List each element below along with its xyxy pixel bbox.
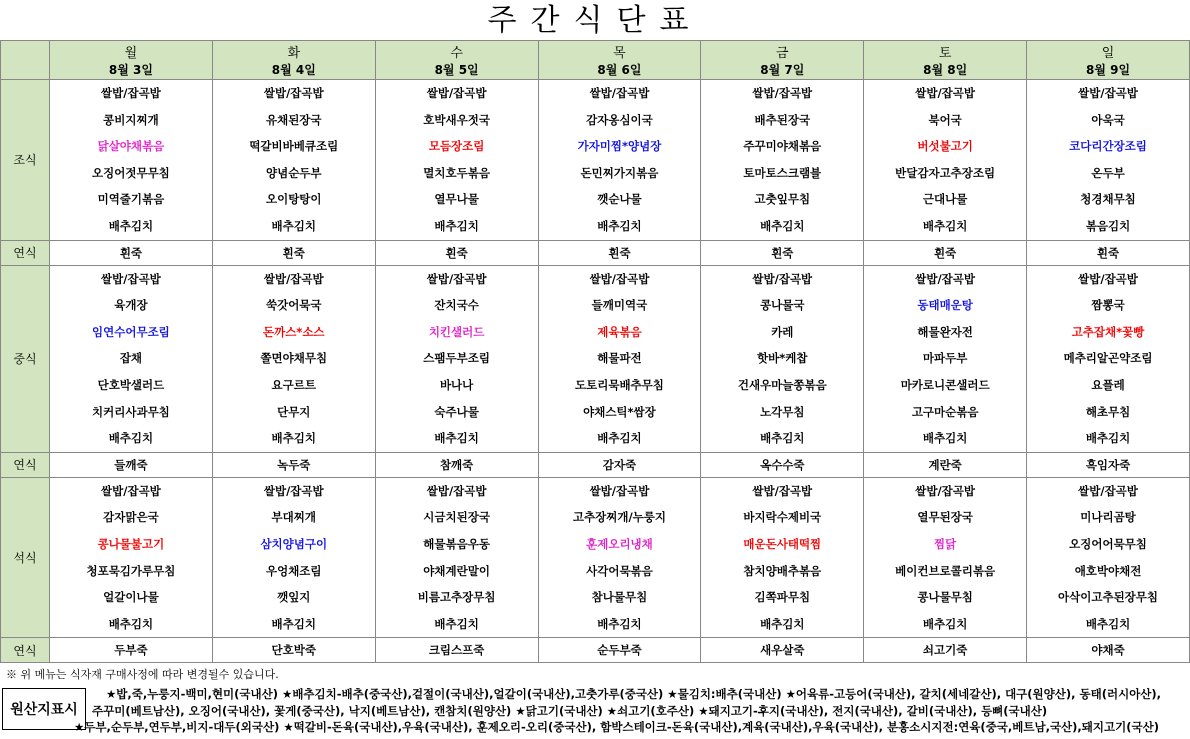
menu-item: 쌀밥/잡곡밥: [1078, 483, 1138, 498]
menu-item: 감자맑은국: [103, 510, 159, 525]
menu-item: 청경채무침: [1080, 192, 1136, 207]
menu-item: 흰죽: [934, 245, 957, 260]
menu-cell: [864, 80, 1027, 241]
menu-item: 찜닭: [934, 536, 957, 551]
menu-item: 돈까스*소스: [262, 324, 325, 339]
menu-item: 멸치호두볶음: [423, 165, 490, 180]
menu-item: 배추김치: [760, 616, 805, 631]
menu-item: 배추김치: [271, 431, 316, 446]
menu-item: 참나물무침: [591, 590, 648, 605]
menu-cell: [375, 265, 538, 452]
snack-row: [1, 240, 1190, 265]
menu-item: 쌀밥/잡곡밥: [263, 86, 324, 100]
menu-item: 크림스프죽: [428, 643, 485, 658]
menu-item: 깻순나물: [597, 192, 642, 207]
menu-item: 훈제오리냉채: [586, 536, 653, 551]
menu-item: 들깨죽: [114, 457, 148, 472]
menu-item: 해초무침: [1085, 404, 1131, 419]
menu-item: 흑임자죽: [1085, 457, 1131, 472]
menu-cell: [50, 240, 213, 265]
menu-item: 매운돈사태떡찜: [743, 536, 822, 551]
menu-cell: [375, 638, 538, 663]
menu-item: 쌀밥/잡곡밥: [589, 271, 650, 286]
menu-item: 육개장: [114, 298, 148, 313]
menu-item: 오이탕탕이: [265, 192, 322, 207]
menu-item: 양념순두부: [265, 165, 322, 180]
menu-item: 쌀밥/잡곡밥: [101, 483, 161, 498]
menu-item: 건새우마늘쫑볶음: [737, 377, 827, 392]
menu-item: 콩비지찌개: [103, 112, 159, 127]
meal-row: [1, 265, 1190, 452]
menu-item: 콩나물무침: [917, 590, 973, 605]
menu-cell: [1027, 638, 1190, 663]
menu-cell: [212, 452, 375, 477]
menu-item: 배추김치: [1085, 431, 1131, 446]
menu-item: 쌀밥/잡곡밥: [915, 86, 976, 100]
menu-item: 애호박야채전: [1074, 563, 1142, 578]
menu-item: 새우살죽: [760, 643, 805, 658]
menu-item: 배추김치: [760, 431, 805, 446]
menu-item: 녹두죽: [277, 457, 311, 472]
menu-item: 카레: [771, 324, 794, 339]
snack-row: [1, 452, 1190, 477]
menu-item: 쌀밥/잡곡밥: [101, 271, 161, 286]
menu-cell: [538, 265, 701, 452]
day-header: 일 8월 9일: [1027, 41, 1190, 80]
menu-item: 배추김치: [597, 218, 642, 233]
menu-cell: [701, 80, 864, 241]
menu-item: 사각어묵볶음: [586, 563, 653, 578]
day-header: 금 8월 7일: [701, 41, 864, 80]
menu-item: 볶음김치: [1085, 218, 1131, 233]
menu-item: 떡갈비바베큐조림: [249, 139, 339, 154]
meal-label: 석식: [1, 477, 50, 638]
menu-item: 고추잡채*꽃빵: [1071, 324, 1145, 339]
menu-cell: [538, 477, 701, 638]
menu-cell: [50, 452, 213, 477]
menu-item: 고춧잎무침: [754, 192, 811, 207]
meal-label: 연식: [1, 452, 50, 477]
menu-item: 동태매운탕: [917, 298, 973, 313]
menu-item: 쌀밥/잡곡밥: [101, 86, 161, 100]
menu-item: 두부죽: [114, 643, 148, 658]
menu-item: 배추김치: [434, 218, 479, 233]
menu-item: 스팸두부조림: [423, 351, 490, 366]
menu-item: 버섯불고기: [917, 139, 973, 154]
menu-item: 도토리묵배추무침: [575, 377, 664, 392]
menu-item: 오징어어묵무침: [1069, 536, 1147, 551]
menu-item: 배추김치: [597, 431, 642, 446]
menu-item: 쌀밥/잡곡밥: [752, 86, 813, 100]
menu-item: 배추김치: [597, 616, 642, 631]
menu-item: 오징어젓무무침: [92, 165, 170, 180]
menu-item: 치커리사과무침: [92, 404, 170, 419]
menu-item: 해물볶음우동: [423, 536, 490, 551]
menu-item: 부대찌개: [271, 510, 316, 525]
menu-item: 배추김치: [271, 218, 316, 233]
menu-item: 열무된장국: [917, 510, 973, 525]
menu-cell: [1027, 452, 1190, 477]
menu-cell: [864, 265, 1027, 452]
menu-item: 야채스틱*쌈장: [583, 404, 656, 419]
menu-cell: [50, 638, 213, 663]
menu-item: 얼갈이나물: [103, 590, 159, 605]
menu-item: 요플레: [1091, 377, 1125, 392]
menu-item: 해물파전: [597, 351, 642, 366]
menu-cell: [1027, 240, 1190, 265]
day-header: 화 8월 4일: [212, 41, 375, 80]
menu-item: 모듬장조림: [428, 139, 485, 154]
menu-item: 임연수어무조림: [92, 324, 170, 339]
menu-cell: [538, 240, 701, 265]
weekly-menu-table: [0, 40, 1190, 663]
menu-item: 아욱국: [1091, 112, 1125, 127]
menu-item: 쌀밥/잡곡밥: [589, 483, 650, 498]
origin-label: 원산지표시: [2, 688, 86, 730]
origin-line: ★두부,순두부,연두부,비지-대두(외국산) ★떡갈비-돈육(국내산),우육(국내산), 훈제오리-오리(중국산), 함박스테이크-돈육(국내산),계육(국내산),우육(국내산), 분홍소시지전:연육(중국,베트남,국산),돼지고기(국산): [74, 720, 1159, 734]
menu-item: 요구르트: [271, 377, 316, 392]
menu-item: 주꾸미야채볶음: [743, 139, 822, 154]
menu-item: 온두부: [1091, 165, 1125, 180]
menu-item: 열무나물: [434, 192, 479, 207]
menu-item: 쌀밥/잡곡밥: [1078, 86, 1138, 100]
menu-cell: [212, 240, 375, 265]
menu-cell: [864, 638, 1027, 663]
meal-row: [1, 477, 1190, 638]
menu-item: 근대나물: [922, 192, 968, 207]
menu-cell: [50, 477, 213, 638]
origin-line: ★밥,죽,누룽지-백미,현미(국내산) ★배추김치-배추(중국산),겉절이(국내산),얼갈이(국내산),고춧가루(중국산) ★물김치:배추(국내산) ★어육류-고등어(국내산), 갈치(세네갈산), 대구(원양산), 동태(러시아산),: [106, 687, 1162, 701]
menu-item: 계란죽: [928, 457, 962, 472]
menu-item: 단무지: [277, 404, 311, 419]
menu-item: 쌀밥/잡곡밥: [263, 271, 324, 286]
menu-item: 호박새우젓국: [423, 112, 490, 127]
menu-item: 시금치된장국: [423, 510, 490, 525]
menu-item: 가자미찜*양념장: [577, 139, 662, 154]
menu-cell: [864, 240, 1027, 265]
menu-item: 참치양배추볶음: [743, 563, 822, 578]
menu-cell: [1027, 265, 1190, 452]
menu-item: 배추김치: [760, 218, 805, 233]
menu-item: 단호박죽: [271, 643, 316, 658]
menu-item: 코다리간장조림: [1069, 139, 1147, 154]
menu-item: 미나리곰탕: [1080, 510, 1136, 525]
menu-item: 반달감자고추장조림: [895, 165, 996, 180]
menu-item: 흰죽: [608, 245, 631, 260]
menu-item: 감자죽: [602, 457, 637, 472]
menu-item: 흰죽: [119, 245, 143, 260]
menu-item: 고구마순볶음: [911, 404, 979, 419]
meal-row: [1, 80, 1190, 241]
menu-item: 제육볶음: [597, 324, 642, 339]
menu-item: 옥수수죽: [760, 457, 805, 472]
menu-item: 배추된장국: [754, 112, 811, 127]
day-header: 목 8월 6일: [538, 41, 701, 80]
menu-item: 닭살야채볶음: [97, 139, 165, 154]
menu-cell: [375, 80, 538, 241]
menu-cell: [701, 452, 864, 477]
menu-item: 바나나: [439, 377, 474, 392]
menu-item: 바지락수제비국: [743, 510, 822, 525]
menu-item: 잡채: [119, 351, 143, 366]
day-header: 수 8월 5일: [375, 41, 538, 80]
menu-cell: [701, 240, 864, 265]
day-header: 토 8월 8일: [864, 41, 1027, 80]
menu-item: 콩나물국: [760, 298, 805, 313]
menu-item: 삼치양념구이: [260, 536, 328, 551]
menu-item: 마파두부: [922, 351, 968, 366]
menu-item: 미역줄기볶음: [97, 192, 165, 207]
change-notice: ※ 위 메뉴는 식자재 구매사정에 따라 변경될수 있습니다.: [6, 668, 279, 681]
menu-cell: [375, 452, 538, 477]
meal-label: 조식: [1, 80, 50, 241]
menu-item: 배추김치: [434, 616, 479, 631]
menu-item: 참깨죽: [439, 457, 474, 472]
menu-item: 쌀밥/잡곡밥: [426, 271, 487, 286]
menu-cell: [701, 477, 864, 638]
menu-item: 쌀밥/잡곡밥: [752, 271, 813, 286]
menu-item: 마카로니콘샐러드: [900, 377, 990, 392]
menu-item: 핫바*케찹: [757, 351, 808, 366]
snack-row: [1, 638, 1190, 663]
menu-item: 배추김치: [922, 431, 968, 446]
menu-item: 유채된장국: [265, 112, 322, 127]
menu-item: 배추김치: [1085, 616, 1131, 631]
menu-item: 감자옹심이국: [586, 112, 653, 127]
menu-item: 단호박샐러드: [97, 377, 165, 392]
menu-item: 야채계란말이: [423, 563, 490, 578]
menu-cell: [50, 265, 213, 452]
meal-label: 연식: [1, 240, 50, 265]
menu-cell: [212, 477, 375, 638]
menu-item: 순두부죽: [597, 643, 642, 658]
menu-cell: [701, 265, 864, 452]
menu-item: 흰죽: [445, 245, 468, 260]
menu-cell: [212, 265, 375, 452]
day-header-row: [1, 41, 1190, 80]
menu-item: 배추김치: [108, 616, 154, 631]
menu-item: 들깨미역국: [591, 298, 648, 313]
menu-item: 쑥갓어묵국: [265, 298, 322, 313]
menu-item: 돈민찌가지볶음: [580, 165, 659, 180]
menu-item: 쫄면야채무침: [260, 351, 328, 366]
menu-item: 야채죽: [1091, 643, 1125, 658]
menu-item: 짬뽕국: [1091, 298, 1125, 313]
menu-item: 배추김치: [108, 431, 154, 446]
menu-item: 노각무침: [760, 404, 805, 419]
menu-item: 쌀밥/잡곡밥: [915, 271, 976, 286]
menu-cell: [538, 638, 701, 663]
day-header: 월 8월 3일: [50, 41, 213, 80]
menu-item: 쌀밥/잡곡밥: [426, 86, 487, 100]
page-title: 주간식단표: [487, 3, 703, 38]
menu-cell: [1027, 80, 1190, 241]
menu-cell: [864, 477, 1027, 638]
meal-label: 중식: [1, 265, 50, 452]
menu-cell: [538, 80, 701, 241]
menu-item: 메추리알곤약조림: [1063, 351, 1153, 366]
menu-item: 쇠고기죽: [922, 643, 968, 658]
menu-item: 김쪽파무침: [754, 590, 811, 605]
menu-item: 쌀밥/잡곡밥: [426, 483, 487, 498]
menu-item: 배추김치: [108, 218, 154, 233]
menu-item: 비름고추장무침: [417, 590, 496, 605]
menu-cell: [212, 80, 375, 241]
menu-cell: [1027, 477, 1190, 638]
menu-item: 배추김치: [434, 431, 479, 446]
menu-item: 깻잎지: [277, 590, 311, 605]
menu-item: 북어국: [928, 112, 962, 127]
origin-line: 주꾸미(베트남산), 오징어(국내산), 꽃게(중국산), 낙지(베트남산), 캔참치(원양산) ★닭고기(국내산) ★쇠고기(호주산) ★돼지고기-후지(국내산), 전지(국내산), 갈비(국내산), 등뼈(국내산): [92, 704, 1048, 718]
menu-item: 베이컨브로콜리볶음: [895, 563, 996, 578]
menu-item: 우엉채조림: [265, 563, 322, 578]
menu-item: 흰죽: [771, 245, 794, 260]
menu-item: 쌀밥/잡곡밥: [589, 86, 650, 100]
menu-item: 배추김치: [271, 616, 316, 631]
menu-item: 쌀밥/잡곡밥: [915, 483, 976, 498]
menu-item: 배추김치: [922, 218, 968, 233]
menu-item: 흰죽: [282, 245, 305, 260]
menu-item: 흰죽: [1096, 245, 1120, 260]
menu-item: 쌀밥/잡곡밥: [1078, 271, 1138, 286]
menu-item: 숙주나물: [434, 404, 479, 419]
menu-item: 청포묵김가루무침: [86, 563, 176, 578]
menu-cell: [212, 638, 375, 663]
menu-item: 고추장찌개/누룽지: [572, 510, 666, 525]
menu-item: 해물완자전: [917, 324, 973, 339]
menu-item: 잔치국수: [434, 298, 479, 313]
menu-cell: [701, 638, 864, 663]
menu-cell: [375, 477, 538, 638]
menu-item: 토마토스크램블: [743, 165, 822, 180]
menu-cell: [864, 452, 1027, 477]
menu-cell: [375, 240, 538, 265]
menu-item: 쌀밥/잡곡밥: [752, 483, 813, 498]
menu-cell: [50, 80, 213, 241]
menu-item: 쌀밥/잡곡밥: [263, 483, 324, 498]
meal-label: 연식: [1, 638, 50, 663]
menu-cell: [538, 452, 701, 477]
corner-cell: [1, 41, 50, 80]
menu-item: 치킨샐러드: [428, 324, 485, 339]
menu-item: 콩나물불고기: [97, 536, 165, 551]
menu-item: 아삭이고추된장무침: [1058, 590, 1159, 605]
menu-item: 배추김치: [922, 616, 968, 631]
